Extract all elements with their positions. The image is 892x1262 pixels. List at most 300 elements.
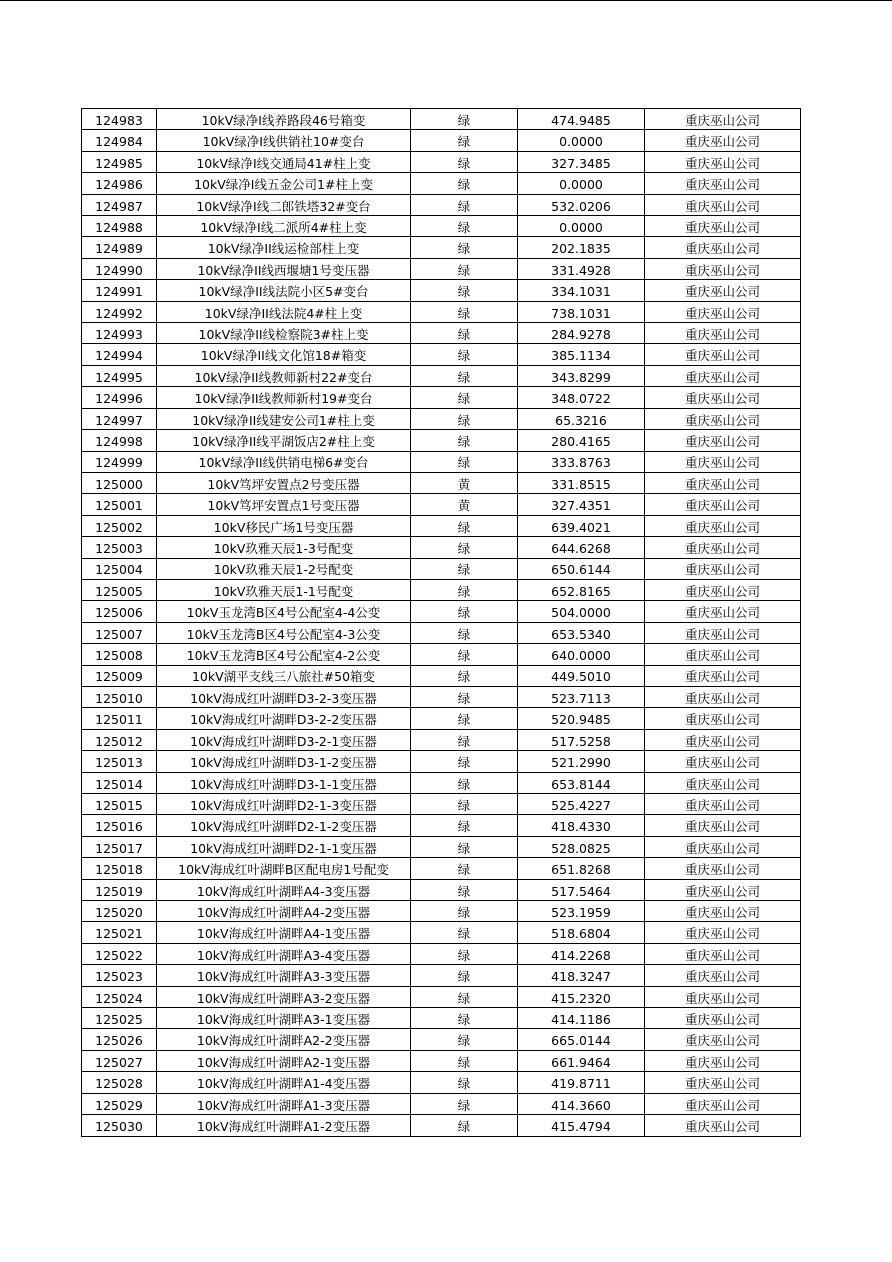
company-cell bbox=[645, 986, 801, 1007]
status-color-cell-text: 绿 bbox=[457, 733, 471, 749]
transformer-name-cell bbox=[157, 130, 411, 151]
value-cell bbox=[518, 323, 645, 344]
company-cell bbox=[645, 194, 801, 215]
value-cell bbox=[518, 430, 645, 451]
status-color-cell-text: 绿 bbox=[457, 1054, 471, 1070]
transformer-name-cell bbox=[157, 1029, 411, 1050]
transformer-name-cell bbox=[157, 472, 411, 493]
status-color-cell-text: 绿 bbox=[457, 583, 471, 599]
table-row bbox=[82, 258, 801, 279]
transformer-name-cell bbox=[157, 836, 411, 857]
value-cell-text: 415.4794 bbox=[551, 1119, 611, 1134]
value-cell-text: 0.0000 bbox=[559, 134, 603, 150]
company-cell bbox=[645, 472, 801, 493]
row-id-cell-text: 125025 bbox=[95, 1011, 143, 1027]
status-color-cell bbox=[411, 729, 518, 750]
value-cell bbox=[518, 708, 645, 729]
value-cell bbox=[518, 772, 645, 793]
company-cell bbox=[645, 644, 801, 665]
transformer-name-cell-text: 10kV海成红叶湖畔A1-4变压器 bbox=[196, 1076, 371, 1092]
transformer-name-cell-text: 10kV海成红叶湖畔A4-2变压器 bbox=[196, 904, 371, 920]
transformer-name-cell bbox=[157, 579, 411, 600]
transformer-name-cell-text: 10kV海成红叶湖畔B区配电房1号配变 bbox=[178, 862, 389, 878]
status-color-cell-text: 绿 bbox=[457, 969, 471, 985]
transformer-name-cell-text: 10kV绿净II线运检部柱上变 bbox=[207, 241, 360, 257]
transformer-name-cell bbox=[157, 451, 411, 472]
row-id-cell bbox=[82, 537, 157, 558]
data-table bbox=[81, 108, 801, 1137]
value-cell-text: 414.2268 bbox=[551, 947, 611, 963]
value-cell-text: 653.5340 bbox=[551, 626, 611, 642]
transformer-name-cell-text: 10kV湖平支线三八旅社#50箱变 bbox=[191, 669, 376, 685]
table-row bbox=[82, 130, 801, 151]
transformer-name-cell-text: 10kV玉龙湾B区4号公配室4-2公变 bbox=[186, 648, 381, 664]
transformer-name-cell-text: 10kV玉龙湾B区4号公配室4-3公变 bbox=[186, 626, 381, 642]
value-cell-text: 0.0000 bbox=[559, 219, 603, 235]
value-cell bbox=[518, 836, 645, 857]
value-cell-text: 418.4330 bbox=[551, 819, 611, 835]
table-row bbox=[82, 1093, 801, 1114]
value-cell bbox=[518, 109, 645, 130]
table-row bbox=[82, 1072, 801, 1093]
value-cell bbox=[518, 537, 645, 558]
company-cell-text: 重庆巫山公司 bbox=[684, 733, 760, 749]
transformer-name-cell-text: 10kV海成红叶湖畔A3-4变压器 bbox=[196, 947, 371, 963]
value-cell-text: 65.3216 bbox=[555, 412, 607, 428]
value-cell bbox=[518, 451, 645, 472]
status-color-cell bbox=[411, 1029, 518, 1050]
status-color-cell bbox=[411, 686, 518, 707]
row-id-cell bbox=[82, 1115, 157, 1136]
status-color-cell bbox=[411, 1008, 518, 1029]
status-color-cell-text: 绿 bbox=[457, 862, 471, 878]
row-id-cell bbox=[82, 558, 157, 579]
company-cell bbox=[645, 965, 801, 986]
status-color-cell bbox=[411, 237, 518, 258]
company-cell bbox=[645, 601, 801, 622]
transformer-name-cell-text: 10kV绿净I线二郎铁塔32#变台 bbox=[196, 198, 371, 214]
row-id-cell bbox=[82, 109, 157, 130]
company-cell-text: 重庆巫山公司 bbox=[684, 1076, 760, 1092]
status-color-cell bbox=[411, 1115, 518, 1136]
company-cell bbox=[645, 173, 801, 194]
transformer-name-cell bbox=[157, 751, 411, 772]
transformer-name-cell bbox=[157, 365, 411, 386]
table-row bbox=[82, 922, 801, 943]
value-cell bbox=[518, 601, 645, 622]
status-color-cell-text: 黄 bbox=[457, 476, 471, 492]
value-cell bbox=[518, 1115, 645, 1136]
status-color-cell-text: 绿 bbox=[457, 112, 471, 128]
company-cell-text: 重庆巫山公司 bbox=[684, 219, 760, 235]
company-cell bbox=[645, 323, 801, 344]
row-id-cell bbox=[82, 280, 157, 301]
status-color-cell bbox=[411, 1072, 518, 1093]
status-color-cell bbox=[411, 815, 518, 836]
value-cell bbox=[518, 1029, 645, 1050]
transformer-name-cell bbox=[157, 815, 411, 836]
row-id-cell bbox=[82, 922, 157, 943]
status-color-cell-text: 绿 bbox=[457, 177, 471, 193]
transformer-name-cell bbox=[157, 601, 411, 622]
row-id-cell bbox=[82, 151, 157, 172]
row-id-cell bbox=[82, 1093, 157, 1114]
row-id-cell-text: 124985 bbox=[95, 155, 143, 171]
value-cell bbox=[518, 751, 645, 772]
transformer-name-cell bbox=[157, 943, 411, 964]
row-id-cell bbox=[82, 301, 157, 322]
row-id-cell-text: 124994 bbox=[95, 348, 143, 364]
company-cell-text: 重庆巫山公司 bbox=[684, 819, 760, 835]
company-cell-text: 重庆巫山公司 bbox=[684, 412, 760, 428]
value-cell-text: 284.9278 bbox=[551, 326, 611, 342]
status-color-cell bbox=[411, 751, 518, 772]
value-cell-text: 0.0000 bbox=[559, 177, 603, 193]
status-color-cell bbox=[411, 1050, 518, 1071]
status-color-cell-text: 黄 bbox=[457, 498, 471, 514]
status-color-cell bbox=[411, 430, 518, 451]
company-cell-text: 重庆巫山公司 bbox=[684, 1033, 760, 1049]
row-id-cell bbox=[82, 879, 157, 900]
table-row bbox=[82, 323, 801, 344]
value-cell bbox=[518, 1008, 645, 1029]
status-color-cell bbox=[411, 665, 518, 686]
row-id-cell bbox=[82, 943, 157, 964]
status-color-cell-text: 绿 bbox=[457, 648, 471, 664]
row-id-cell bbox=[82, 515, 157, 536]
table-row bbox=[82, 772, 801, 793]
row-id-cell-text: 125023 bbox=[95, 969, 143, 985]
value-cell bbox=[518, 686, 645, 707]
row-id-cell bbox=[82, 387, 157, 408]
transformer-name-cell-text: 10kV海成红叶湖畔A3-2变压器 bbox=[196, 990, 371, 1006]
table-row bbox=[82, 472, 801, 493]
status-color-cell-text: 绿 bbox=[457, 455, 471, 471]
company-cell bbox=[645, 451, 801, 472]
value-cell-text: 532.0206 bbox=[551, 198, 611, 214]
table-row bbox=[82, 1115, 801, 1136]
table-row bbox=[82, 365, 801, 386]
transformer-name-cell-text: 10kV绿净I线养路段46号箱变 bbox=[201, 112, 366, 128]
status-color-cell-text: 绿 bbox=[457, 541, 471, 557]
company-cell bbox=[645, 858, 801, 879]
row-id-cell-text: 125003 bbox=[95, 541, 143, 557]
company-cell bbox=[645, 686, 801, 707]
transformer-name-cell bbox=[157, 430, 411, 451]
transformer-name-cell-text: 10kV绿净II线西堰塘1号变压器 bbox=[197, 262, 370, 278]
status-color-cell-text: 绿 bbox=[457, 562, 471, 578]
status-color-cell-text: 绿 bbox=[457, 690, 471, 706]
company-cell-text: 重庆巫山公司 bbox=[684, 369, 760, 385]
value-cell bbox=[518, 922, 645, 943]
row-id-cell-text: 124991 bbox=[95, 284, 143, 300]
row-id-cell-text: 125002 bbox=[95, 519, 143, 535]
row-id-cell-text: 125000 bbox=[95, 476, 143, 492]
table-row bbox=[82, 151, 801, 172]
transformer-name-cell-text: 10kV绿净II线供销电梯6#变台 bbox=[198, 455, 369, 471]
value-cell bbox=[518, 408, 645, 429]
status-color-cell bbox=[411, 537, 518, 558]
value-cell bbox=[518, 344, 645, 365]
value-cell bbox=[518, 815, 645, 836]
value-cell bbox=[518, 280, 645, 301]
row-id-cell bbox=[82, 579, 157, 600]
value-cell-text: 528.0825 bbox=[551, 840, 611, 856]
row-id-cell-text: 125010 bbox=[95, 690, 143, 706]
company-cell bbox=[645, 794, 801, 815]
row-id-cell bbox=[82, 451, 157, 472]
value-cell bbox=[518, 151, 645, 172]
row-id-cell bbox=[82, 408, 157, 429]
table-row bbox=[82, 1029, 801, 1050]
value-cell-text: 652.8165 bbox=[551, 583, 611, 599]
value-cell-text: 523.1959 bbox=[551, 904, 611, 920]
table-row bbox=[82, 665, 801, 686]
status-color-cell bbox=[411, 622, 518, 643]
status-color-cell-text: 绿 bbox=[457, 284, 471, 300]
value-cell bbox=[518, 216, 645, 237]
status-color-cell-text: 绿 bbox=[457, 434, 471, 449]
transformer-name-cell-text: 10kV玖雅天辰1-3号配变 bbox=[213, 541, 354, 557]
table-row bbox=[82, 708, 801, 729]
row-id-cell-text: 125013 bbox=[95, 755, 143, 771]
row-id-cell-text: 124986 bbox=[95, 177, 143, 193]
company-cell bbox=[645, 943, 801, 964]
row-id-cell-text: 124983 bbox=[95, 112, 143, 128]
company-cell-text: 重庆巫山公司 bbox=[684, 498, 760, 514]
row-id-cell-text: 125016 bbox=[95, 819, 143, 835]
table-row bbox=[82, 173, 801, 194]
company-cell bbox=[645, 237, 801, 258]
table-row bbox=[82, 451, 801, 472]
transformer-name-cell-text: 10kV绿净II线法院小区5#变台 bbox=[198, 284, 369, 300]
status-color-cell-text: 绿 bbox=[457, 519, 471, 535]
row-id-cell bbox=[82, 858, 157, 879]
value-cell bbox=[518, 301, 645, 322]
row-id-cell bbox=[82, 1072, 157, 1093]
company-cell bbox=[645, 558, 801, 579]
table-row bbox=[82, 1008, 801, 1029]
table-row bbox=[82, 751, 801, 772]
company-cell-text: 重庆巫山公司 bbox=[684, 562, 760, 578]
row-id-cell bbox=[82, 751, 157, 772]
row-id-cell bbox=[82, 1050, 157, 1071]
company-cell-text: 重庆巫山公司 bbox=[684, 305, 760, 321]
status-color-cell bbox=[411, 772, 518, 793]
table-row bbox=[82, 216, 801, 237]
company-cell-text: 重庆巫山公司 bbox=[684, 583, 760, 599]
table-row bbox=[82, 237, 801, 258]
row-id-cell-text: 124998 bbox=[95, 434, 143, 449]
transformer-name-cell-text: 10kV绿净II线平湖饭店2#柱上变 bbox=[192, 434, 375, 449]
transformer-name-cell-text: 10kV海成红叶湖畔D3-2-3变压器 bbox=[190, 690, 377, 706]
company-cell bbox=[645, 751, 801, 772]
company-cell-text: 重庆巫山公司 bbox=[684, 262, 760, 278]
row-id-cell-text: 124988 bbox=[95, 219, 143, 235]
value-cell bbox=[518, 986, 645, 1007]
row-id-cell-text: 124996 bbox=[95, 391, 143, 407]
company-cell-text: 重庆巫山公司 bbox=[684, 648, 760, 664]
status-color-cell-text: 绿 bbox=[457, 348, 471, 364]
status-color-cell-text: 绿 bbox=[457, 369, 471, 385]
value-cell-text: 651.8268 bbox=[551, 862, 611, 878]
value-cell-text: 517.5258 bbox=[551, 733, 611, 749]
row-id-cell-text: 124997 bbox=[95, 412, 143, 428]
status-color-cell bbox=[411, 323, 518, 344]
table-row bbox=[82, 794, 801, 815]
row-id-cell-text: 125004 bbox=[95, 562, 143, 578]
company-cell-text: 重庆巫山公司 bbox=[684, 348, 760, 364]
transformer-name-cell-text: 10kV海成红叶湖畔A2-1变压器 bbox=[196, 1054, 371, 1070]
row-id-cell-text: 125026 bbox=[95, 1033, 143, 1049]
table-row bbox=[82, 901, 801, 922]
row-id-cell bbox=[82, 216, 157, 237]
row-id-cell bbox=[82, 815, 157, 836]
company-cell bbox=[645, 1029, 801, 1050]
status-color-cell bbox=[411, 194, 518, 215]
row-id-cell bbox=[82, 323, 157, 344]
value-cell-text: 327.3485 bbox=[551, 155, 611, 171]
company-cell bbox=[645, 922, 801, 943]
company-cell bbox=[645, 901, 801, 922]
company-cell bbox=[645, 387, 801, 408]
row-id-cell-text: 125027 bbox=[95, 1054, 143, 1070]
row-id-cell bbox=[82, 901, 157, 922]
transformer-name-cell bbox=[157, 922, 411, 943]
value-cell-text: 518.6804 bbox=[551, 926, 611, 942]
transformer-name-cell-text: 10kV海成红叶湖畔D3-1-1变压器 bbox=[190, 776, 377, 792]
value-cell bbox=[518, 558, 645, 579]
status-color-cell-text: 绿 bbox=[457, 904, 471, 920]
table-row bbox=[82, 686, 801, 707]
company-cell-text: 重庆巫山公司 bbox=[684, 284, 760, 300]
row-id-cell-text: 124990 bbox=[95, 262, 143, 278]
row-id-cell-text: 125022 bbox=[95, 947, 143, 963]
transformer-name-cell bbox=[157, 986, 411, 1007]
company-cell bbox=[645, 1072, 801, 1093]
value-cell-text: 517.5464 bbox=[551, 883, 611, 899]
status-color-cell bbox=[411, 451, 518, 472]
status-color-cell-text: 绿 bbox=[457, 840, 471, 856]
table-row bbox=[82, 387, 801, 408]
table-row bbox=[82, 280, 801, 301]
row-id-cell bbox=[82, 194, 157, 215]
company-cell bbox=[645, 515, 801, 536]
company-cell-text: 重庆巫山公司 bbox=[684, 476, 760, 492]
value-cell-text: 415.2320 bbox=[551, 990, 611, 1006]
transformer-name-cell-text: 10kV绿净I线交通局41#柱上变 bbox=[196, 155, 371, 171]
value-cell bbox=[518, 794, 645, 815]
status-color-cell-text: 绿 bbox=[457, 1097, 471, 1113]
row-id-cell-text: 125007 bbox=[95, 626, 143, 642]
value-cell bbox=[518, 130, 645, 151]
table-row bbox=[82, 943, 801, 964]
company-cell bbox=[645, 1115, 801, 1136]
company-cell-text: 重庆巫山公司 bbox=[684, 904, 760, 920]
page-top-border bbox=[0, 0, 892, 1]
transformer-name-cell bbox=[157, 537, 411, 558]
company-cell-text: 重庆巫山公司 bbox=[684, 626, 760, 642]
company-cell-text: 重庆巫山公司 bbox=[684, 605, 760, 621]
row-id-cell-text: 125011 bbox=[95, 712, 143, 728]
value-cell bbox=[518, 665, 645, 686]
company-cell-text: 重庆巫山公司 bbox=[684, 755, 760, 771]
row-id-cell-text: 125019 bbox=[95, 883, 143, 899]
row-id-cell bbox=[82, 686, 157, 707]
company-cell-text: 重庆巫山公司 bbox=[684, 391, 760, 407]
status-color-cell bbox=[411, 1093, 518, 1114]
value-cell bbox=[518, 472, 645, 493]
table-row bbox=[82, 515, 801, 536]
table-row bbox=[82, 408, 801, 429]
company-cell-text: 重庆巫山公司 bbox=[684, 541, 760, 557]
value-cell-text: 449.5010 bbox=[551, 669, 611, 685]
transformer-name-cell-text: 10kV海成红叶湖畔D2-1-3变压器 bbox=[190, 797, 377, 813]
company-cell-text: 重庆巫山公司 bbox=[684, 155, 760, 171]
table-row bbox=[82, 815, 801, 836]
company-cell bbox=[645, 109, 801, 130]
transformer-name-cell-text: 10kV玉龙湾B区4号公配室4-4公变 bbox=[186, 605, 381, 621]
company-cell bbox=[645, 280, 801, 301]
transformer-name-cell bbox=[157, 901, 411, 922]
row-id-cell bbox=[82, 430, 157, 451]
table-row bbox=[82, 430, 801, 451]
value-cell bbox=[518, 1072, 645, 1093]
transformer-name-cell bbox=[157, 408, 411, 429]
value-cell bbox=[518, 365, 645, 386]
table-row bbox=[82, 558, 801, 579]
value-cell-text: 331.4928 bbox=[551, 262, 611, 278]
status-color-cell bbox=[411, 280, 518, 301]
company-cell-text: 重庆巫山公司 bbox=[684, 134, 760, 150]
company-cell bbox=[645, 258, 801, 279]
transformer-name-cell-text: 10kV笃坪安置点1号变压器 bbox=[207, 498, 360, 514]
transformer-name-cell bbox=[157, 216, 411, 237]
company-cell bbox=[645, 815, 801, 836]
company-cell-text: 重庆巫山公司 bbox=[684, 519, 760, 535]
table-row bbox=[82, 579, 801, 600]
transformer-name-cell-text: 10kV移民广场1号变压器 bbox=[213, 519, 354, 535]
company-cell bbox=[645, 365, 801, 386]
status-color-cell-text: 绿 bbox=[457, 1033, 471, 1049]
status-color-cell bbox=[411, 794, 518, 815]
company-cell-text: 重庆巫山公司 bbox=[684, 1119, 760, 1134]
company-cell bbox=[645, 1050, 801, 1071]
company-cell bbox=[645, 729, 801, 750]
company-cell-text: 重庆巫山公司 bbox=[684, 712, 760, 728]
status-color-cell-text: 绿 bbox=[457, 262, 471, 278]
transformer-name-cell bbox=[157, 151, 411, 172]
transformer-name-cell-text: 10kV海成红叶湖畔A2-2变压器 bbox=[196, 1033, 371, 1049]
transformer-name-cell-text: 10kV海成红叶湖畔D2-1-1变压器 bbox=[190, 840, 377, 856]
company-cell-text: 重庆巫山公司 bbox=[684, 862, 760, 878]
row-id-cell-text: 124989 bbox=[95, 241, 143, 257]
status-color-cell-text: 绿 bbox=[457, 926, 471, 942]
transformer-name-cell-text: 10kV海成红叶湖畔A3-3变压器 bbox=[196, 969, 371, 985]
company-cell-text: 重庆巫山公司 bbox=[684, 455, 760, 471]
status-color-cell bbox=[411, 965, 518, 986]
company-cell-text: 重庆巫山公司 bbox=[684, 112, 760, 128]
row-id-cell bbox=[82, 601, 157, 622]
value-cell bbox=[518, 515, 645, 536]
status-color-cell bbox=[411, 494, 518, 515]
company-cell-text: 重庆巫山公司 bbox=[684, 926, 760, 942]
status-color-cell-text: 绿 bbox=[457, 155, 471, 171]
row-id-cell bbox=[82, 173, 157, 194]
row-id-cell-text: 125018 bbox=[95, 862, 143, 878]
company-cell bbox=[645, 430, 801, 451]
status-color-cell bbox=[411, 644, 518, 665]
